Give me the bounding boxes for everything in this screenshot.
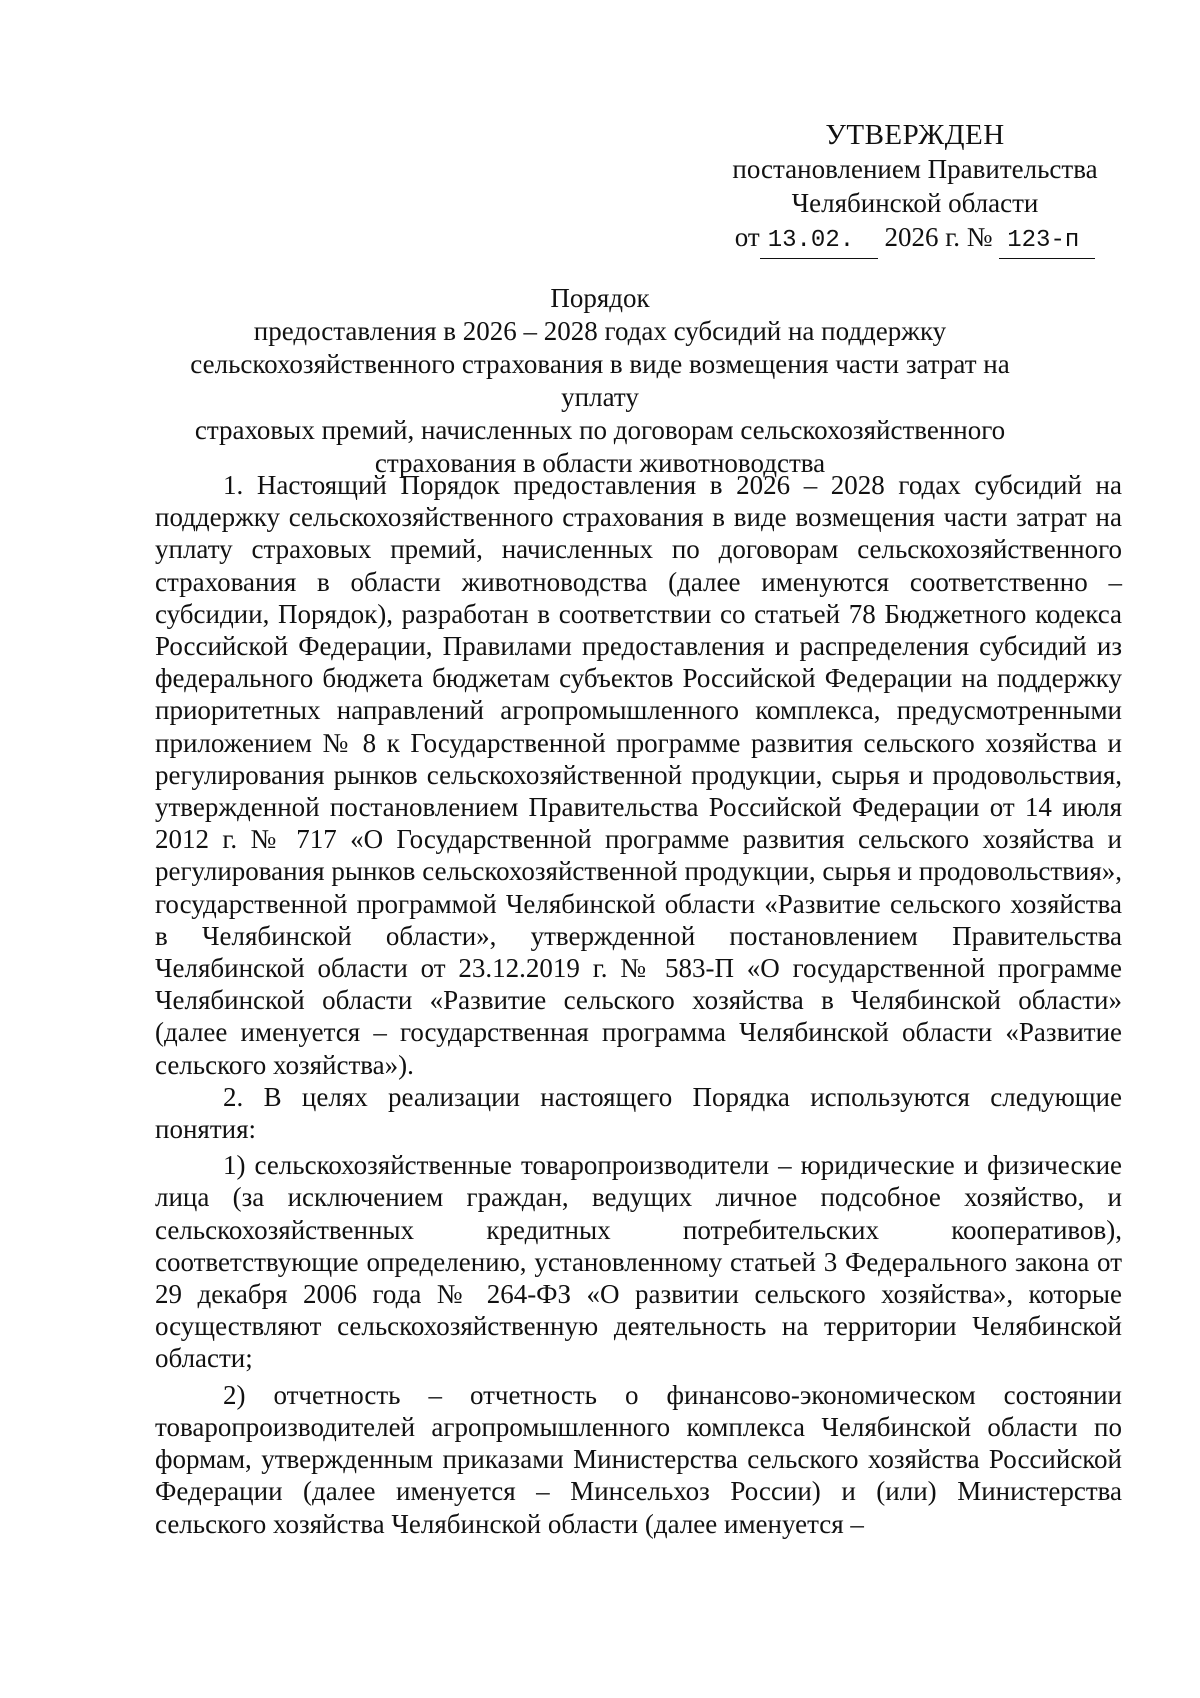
approval-heading: УТВЕРЖДЕН	[825, 119, 1005, 151]
title-line: предоставления в 2026 – 2028 годах субсидий на поддержку	[253, 316, 947, 346]
document-title	[150, 282, 1050, 480]
title-line: страховых премий, начисленных по договорам сельскохозяйственного	[194, 415, 1006, 445]
title-line: сельскохозяйственного страхования в виде возмещения части затрат на уплату	[190, 349, 1010, 412]
date-value: 13.02.	[760, 224, 878, 259]
paragraph-2: 2. В целях реализации настоящего Порядка используются следующие понятия:	[155, 1081, 1122, 1145]
title-line: страхования в области животноводства	[374, 448, 826, 478]
year-text: 2026 г. №	[884, 222, 993, 252]
date-prefix: от	[734, 222, 760, 252]
paragraph-2-item-1: 1) сельскохозяйственные товаропроизводители – юридические и физические лица (за исключением граждан, ведущих личное подсобное хозяйство, и сельскохозяйственных кредитных потребительских кооперативов), соответствующие определению, установленному статьей 3 Федерального закона от 29 декабря 2006 года № 264-ФЗ «О развитии сельского хозяйства», которые осуществляют сельскохозяйственную деятельность на территории Челябинской области;	[155, 1150, 1122, 1374]
approval-stamp	[700, 118, 1130, 259]
paragraph-2-item-2: 2) отчетность – отчетность о финансово-экономическом состоянии товаропроизводителей агропромышленного комплекса Челябинской области по формам, утвержденным приказами Министерства сельского хозяйства Российской Федерации (далее именуется – Минсельхоз России) и (или) Министерства сельского хозяйства Челябинской области (далее именуется –	[155, 1379, 1122, 1539]
document-number: 123-п	[999, 224, 1095, 259]
document-body	[155, 469, 1122, 1540]
paragraph-1: 1. Настоящий Порядок предоставления в 2026 – 2028 годах субсидий на поддержку сельскохозяйственного страхования в виде возмещения части затрат на уплату страховых премий, начисленных по договорам сельскохозяйственного страхования в области животноводства (далее именуются соответственно – субсидии, Порядок), разработан в соответствии со статьей 78 Бюджетного кодекса Российской Федерации, Правилами предоставления и распределения субсидий из федерального бюджета бюджетам субъектов Российской Федерации на поддержку приоритетных направлений агропромышленного комплекса, предусмотренными приложением № 8 к Государственной программе развития сельского хозяйства и регулирования рынков сельскохозяйственной продукции, сырья и продовольствия, утвержденной постановлением Правительства Российской Федерации от 14 июля 2012 г. № 717 «О Государственной программе развития сельского хозяйства и регулирования рынков сельскохозяйственной продукции, сырья и продовольствия», государственной программой Челябинской области «Развитие сельского хозяйства в Челябинской области», утвержденной постановлением Правительства Челябинской области от 23.12.2019 г. № 583-П «О государственной программе Челябинской области «Развитие сельского хозяйства в Челябинской области» (далее именуется – государственная программа Челябинской области «Развитие сельского хозяйства»).	[155, 470, 1122, 1080]
approval-line-1: постановлением Правительства	[732, 154, 1098, 184]
approval-line-2: Челябинской области	[791, 188, 1039, 218]
title-heading: Порядок	[550, 283, 650, 313]
approval-date-line	[700, 220, 1130, 259]
